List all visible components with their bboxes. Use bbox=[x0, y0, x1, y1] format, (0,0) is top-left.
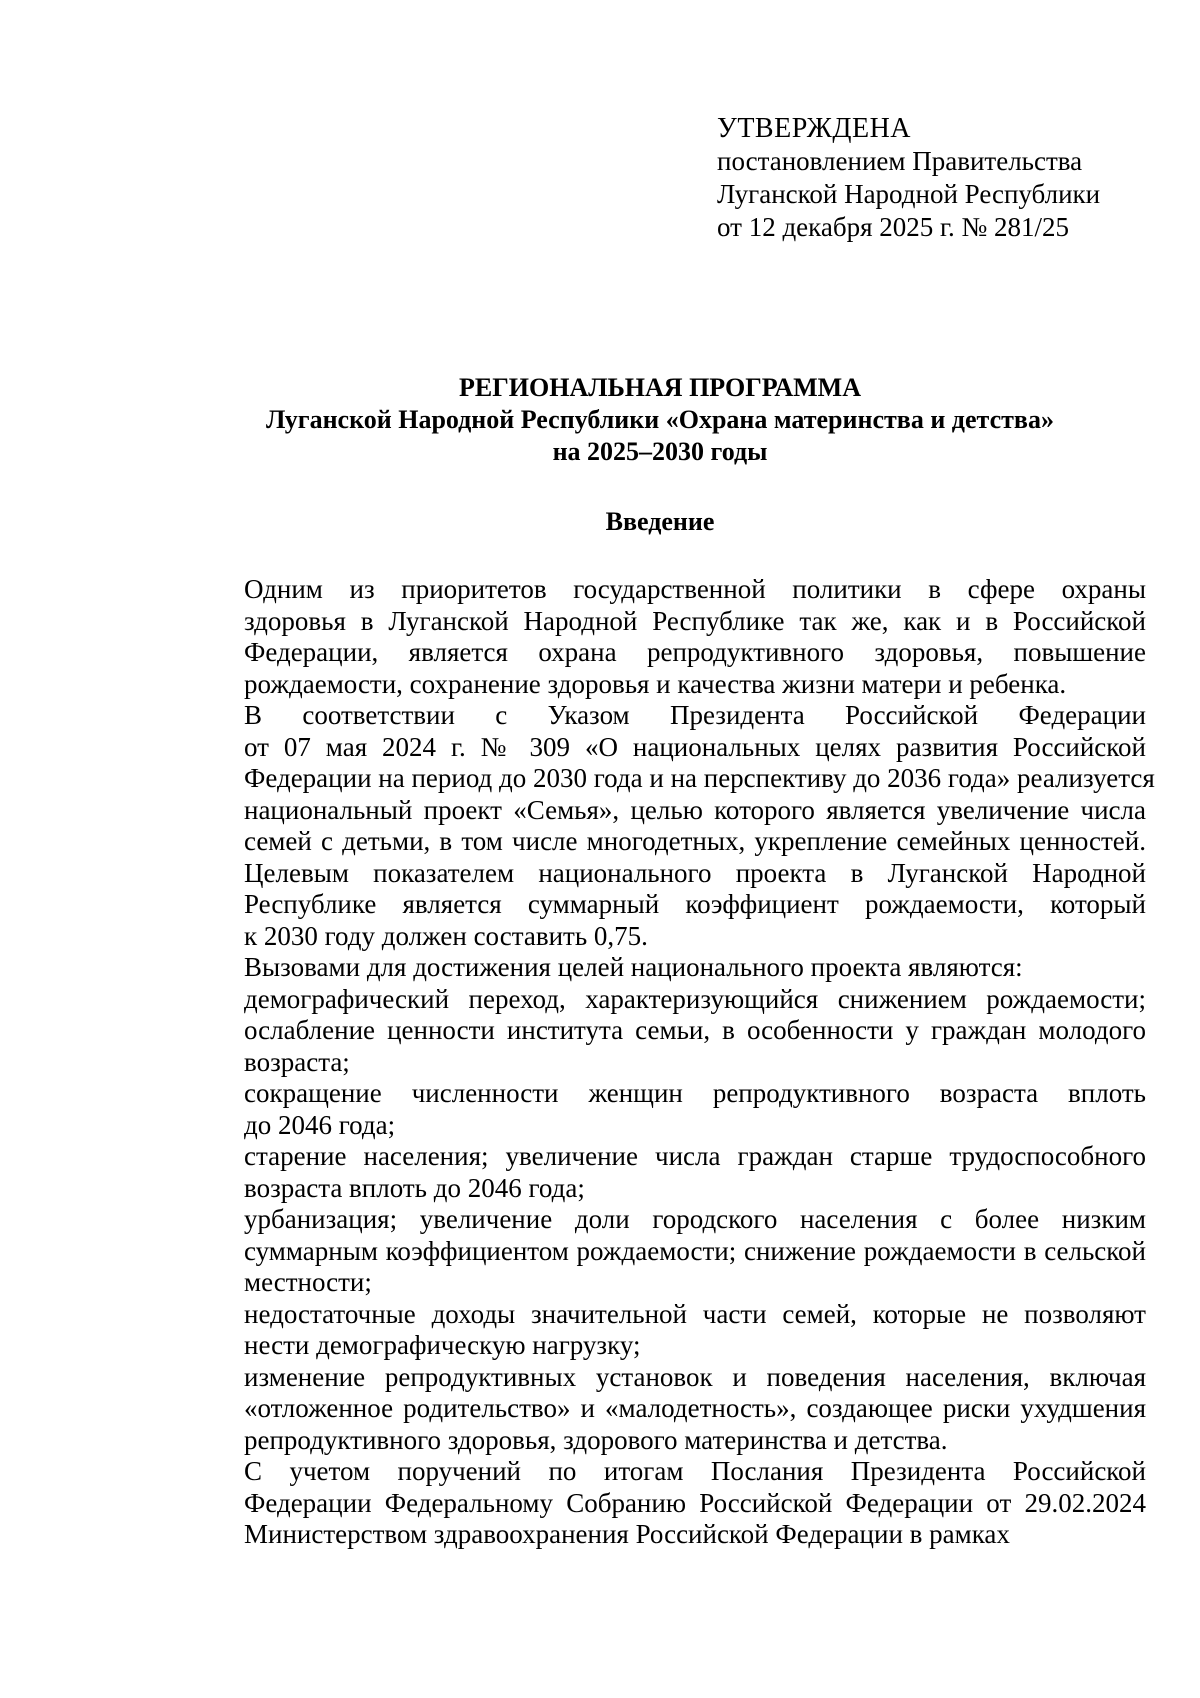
paragraph-line: ослабление ценности института семьи, в особенности у граждан молодого bbox=[244, 1015, 1146, 1045]
paragraph-line: местности; bbox=[244, 1267, 372, 1297]
paragraph-line: возраста вплоть до 2046 года; bbox=[244, 1172, 585, 1203]
paragraph-line: Федерации на период до 2030 года и на перспективу до 2036 года» реализуется bbox=[244, 763, 1155, 793]
approval-line: Луганской Народной Республики bbox=[717, 179, 1101, 209]
paragraph-line: от 07 мая 2024 г. № 309 «О национальных целях развития Российской bbox=[244, 731, 1146, 762]
paragraph-line: В соответствии с Указом Президента Российской Федерации bbox=[244, 700, 1146, 730]
paragraph-line: недостаточные доходы значительной части семей, которые не позволяют bbox=[244, 1298, 1146, 1329]
paragraph bbox=[174, 1204, 1146, 1299]
approval-line: постановлением Правительства bbox=[717, 146, 1083, 176]
paragraph bbox=[174, 1456, 1146, 1551]
paragraph bbox=[174, 574, 1146, 700]
paragraph bbox=[174, 952, 1146, 984]
paragraph bbox=[174, 1362, 1146, 1457]
paragraph bbox=[174, 1299, 1146, 1362]
paragraph-line: Республике является суммарный коэффициент рождаемости, который bbox=[244, 889, 1146, 919]
document-title bbox=[174, 372, 1146, 468]
paragraph-line: нести демографическую нагрузку; bbox=[244, 1330, 641, 1360]
paragraph-line: старение населения; увеличение числа граждан старше трудоспособного bbox=[244, 1141, 1146, 1171]
paragraph bbox=[174, 1141, 1146, 1204]
section-heading: Введение bbox=[605, 507, 715, 536]
paragraph-line: к 2030 году должен составить 0,75. bbox=[244, 920, 648, 951]
paragraph-line: Министерством здравоохранения Российской Федерации в рамках bbox=[244, 1519, 1010, 1549]
paragraph-line: изменение репродуктивных установок и поведения населения, включая bbox=[244, 1361, 1146, 1392]
paragraph-line: урбанизация; увеличение доли городского населения с более низким bbox=[244, 1204, 1146, 1234]
paragraph-line: Федерации, является охрана репродуктивного здоровья, повышение bbox=[244, 637, 1146, 667]
paragraph-line: до 2046 года; bbox=[244, 1109, 396, 1140]
paragraph-line: национальный проект «Семья», целью которого является увеличение числа bbox=[244, 794, 1146, 825]
paragraph-line: С учетом поручений по итогам Послания Президента Российской bbox=[244, 1456, 1146, 1486]
document-body bbox=[174, 574, 1155, 1551]
paragraph bbox=[174, 1078, 1146, 1141]
paragraph-line: здоровья в Луганской Народной Республике так же, как и в Российской bbox=[244, 605, 1146, 636]
title-line: на 2025–2030 годы bbox=[552, 437, 768, 466]
title-line: РЕГИОНАЛЬНАЯ ПРОГРАММА bbox=[459, 373, 861, 402]
approval-heading: УТВЕРЖДЕНА bbox=[717, 113, 912, 144]
paragraph-line: «отложенное родительство» и «малодетность», создающее риски ухудшения bbox=[244, 1393, 1146, 1423]
paragraph-line: Вызовами для достижения целей национального проекта являются: bbox=[244, 952, 1023, 982]
paragraph-line: возраста; bbox=[244, 1046, 350, 1077]
title-line: Луганской Народной Республики «Охрана материнства и детства» bbox=[266, 405, 1054, 434]
paragraph bbox=[174, 700, 1155, 952]
approval-stamp bbox=[717, 112, 1100, 244]
paragraph-line: Целевым показателем национального проекта в Луганской Народной bbox=[244, 857, 1146, 888]
paragraph-line: рождаемости, сохранение здоровья и качества жизни матери и ребенка. bbox=[244, 668, 1067, 699]
paragraph-line: суммарным коэффициентом рождаемости; снижение рождаемости в сельской bbox=[244, 1235, 1146, 1266]
paragraph bbox=[174, 984, 1146, 1079]
paragraph-line: Одним из приоритетов государственной политики в сфере охраны bbox=[244, 574, 1146, 604]
paragraph-line: Федерации Федеральному Собранию Российской Федерации от 29.02.2024 bbox=[244, 1487, 1146, 1518]
paragraph-line: семей с детьми, в том числе многодетных, укрепление семейных ценностей. bbox=[244, 826, 1146, 856]
paragraph-line: демографический переход, характеризующийся снижением рождаемости; bbox=[244, 983, 1146, 1014]
paragraph-line: сокращение численности женщин репродуктивного возраста вплоть bbox=[244, 1078, 1146, 1108]
approval-line: от 12 декабря 2025 г. № 281/25 bbox=[717, 212, 1070, 242]
paragraph-line: репродуктивного здоровья, здорового материнства и детства. bbox=[244, 1424, 948, 1455]
